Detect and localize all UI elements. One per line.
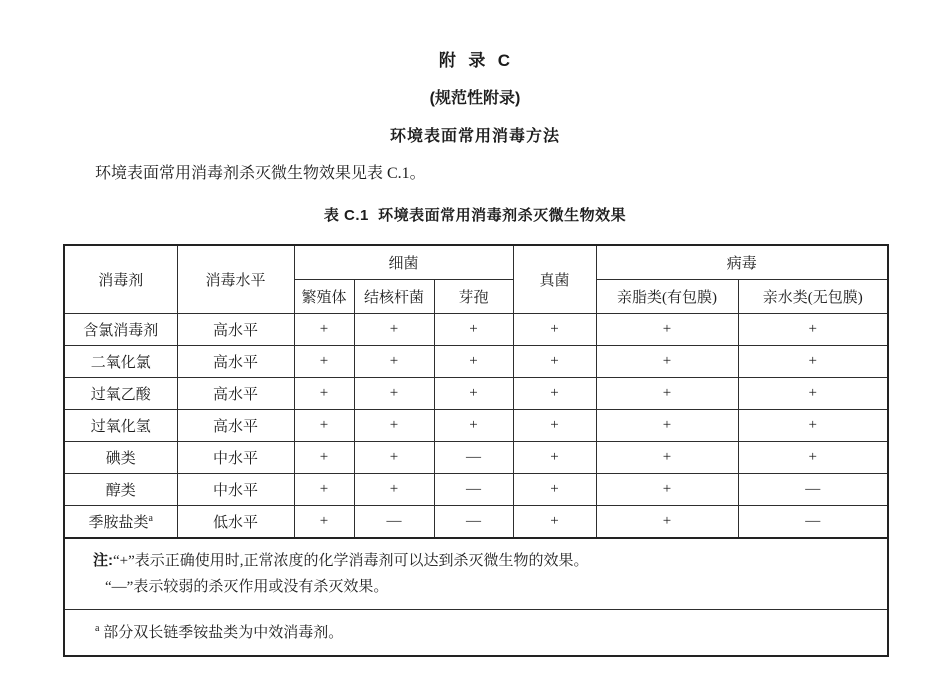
- efficacy-value: +: [294, 378, 354, 410]
- footnote-text: 部分双长链季铵盐类为中效消毒剂。: [103, 624, 344, 641]
- efficacy-value: +: [596, 474, 738, 506]
- disinfectant-name: 季胺盐类$^a$: [64, 506, 177, 539]
- efficacy-value: +: [596, 378, 738, 410]
- table-row: [64, 442, 888, 474]
- efficacy-value: +: [513, 474, 596, 506]
- appendix-heading: 环境表面常用消毒方法: [389, 128, 560, 145]
- efficacy-value: +: [513, 346, 596, 378]
- column-header-tubercle-bacillus: 结核杆菌: [354, 280, 434, 314]
- efficacy-value: —: [738, 474, 888, 506]
- disinfection-level: 中水平: [177, 442, 294, 474]
- disinfectant-name: 过氧化氢: [64, 410, 177, 442]
- efficacy-value: +: [354, 442, 434, 474]
- efficacy-value: +: [354, 410, 434, 442]
- document-page: [0, 50, 950, 657]
- efficacy-value: —: [738, 506, 888, 539]
- efficacy-value: +: [354, 314, 434, 346]
- efficacy-value: +: [513, 442, 596, 474]
- disinfection-level: 高水平: [177, 346, 294, 378]
- column-header-disinfectant: 消毒剂: [64, 245, 177, 314]
- efficacy-value: +: [354, 378, 434, 410]
- table-note-cell: [64, 538, 888, 610]
- appendix-title: 附 录 C: [438, 51, 512, 70]
- table-footnote-cell: [64, 610, 888, 657]
- disinfectant-name: 二氧化氯: [64, 346, 177, 378]
- column-header-spore: 芽孢: [434, 280, 513, 314]
- efficacy-value: +: [434, 314, 513, 346]
- footnote-marker: a: [95, 622, 100, 634]
- efficacy-value: +: [294, 314, 354, 346]
- note-line-1-text: “+”表示正确使用时,正常浓度的化学消毒剂可以达到杀灭微生物的效果。: [113, 553, 589, 569]
- table-row: [64, 410, 888, 442]
- disinfection-level: 中水平: [177, 474, 294, 506]
- efficacy-value: —: [354, 506, 434, 539]
- disinfectant-name: 碘类: [64, 442, 177, 474]
- efficacy-value: +: [513, 378, 596, 410]
- table-row: [64, 378, 888, 410]
- efficacy-value: +: [596, 314, 738, 346]
- efficacy-value: +: [294, 506, 354, 539]
- disinfectant-efficacy-table: [63, 244, 889, 657]
- table-caption: 表 C.1 环境表面常用消毒剂杀灭微生物效果: [323, 207, 627, 224]
- efficacy-value: +: [738, 442, 888, 474]
- column-header-lipophilic-enveloped: 亲脂类(有包膜): [596, 280, 738, 314]
- efficacy-value: +: [596, 506, 738, 539]
- table-note-row: [64, 538, 888, 610]
- column-group-virus: 病毒: [596, 245, 888, 280]
- disinfectant-name: 醇类: [64, 474, 177, 506]
- disinfection-level: 高水平: [177, 410, 294, 442]
- efficacy-value: +: [294, 474, 354, 506]
- table-row: [64, 474, 888, 506]
- efficacy-value: +: [596, 410, 738, 442]
- disinfection-level: 高水平: [177, 314, 294, 346]
- efficacy-value: +: [738, 346, 888, 378]
- column-header-hydrophilic-nonenveloped: 亲水类(无包膜): [738, 280, 888, 314]
- column-group-bacteria: 细菌: [294, 245, 513, 280]
- appendix-subtitle: (规范性附录): [429, 90, 521, 107]
- column-header-fungi: 真菌: [513, 245, 596, 314]
- efficacy-value: +: [596, 442, 738, 474]
- note-line-2: “—”表示较弱的杀灭作用或没有杀灭效果。: [105, 579, 389, 595]
- efficacy-value: +: [738, 314, 888, 346]
- efficacy-value: —: [434, 474, 513, 506]
- disinfection-level: 低水平: [177, 506, 294, 539]
- efficacy-value: +: [434, 346, 513, 378]
- table-row: [64, 314, 888, 346]
- header-row-1: [64, 245, 888, 280]
- footnote-reference-marker: a: [148, 513, 153, 524]
- efficacy-value: +: [294, 410, 354, 442]
- table-row: [64, 506, 888, 539]
- efficacy-value: +: [513, 410, 596, 442]
- efficacy-value: +: [596, 346, 738, 378]
- efficacy-value: +: [513, 314, 596, 346]
- table-footnote-row: [64, 610, 888, 657]
- efficacy-value: +: [738, 410, 888, 442]
- note-label: 注:: [93, 552, 113, 569]
- efficacy-value: +: [738, 378, 888, 410]
- efficacy-value: +: [434, 410, 513, 442]
- note-line-1: [93, 548, 875, 574]
- efficacy-value: +: [354, 346, 434, 378]
- disinfectant-name: 含氯消毒剂: [64, 314, 177, 346]
- efficacy-value: +: [294, 442, 354, 474]
- column-header-level: 消毒水平: [177, 245, 294, 314]
- column-header-vegetative: 繁殖体: [294, 280, 354, 314]
- efficacy-value: +: [513, 506, 596, 539]
- efficacy-value: —: [434, 442, 513, 474]
- disinfectant-name: 过氧乙酸: [64, 378, 177, 410]
- efficacy-value: —: [434, 506, 513, 539]
- efficacy-value: +: [354, 474, 434, 506]
- efficacy-value: +: [294, 346, 354, 378]
- table-row: [64, 346, 888, 378]
- intro-paragraph: 环境表面常用消毒剂杀灭微生物效果见表 C.1。: [95, 165, 426, 182]
- disinfection-level: 高水平: [177, 378, 294, 410]
- efficacy-value: +: [434, 378, 513, 410]
